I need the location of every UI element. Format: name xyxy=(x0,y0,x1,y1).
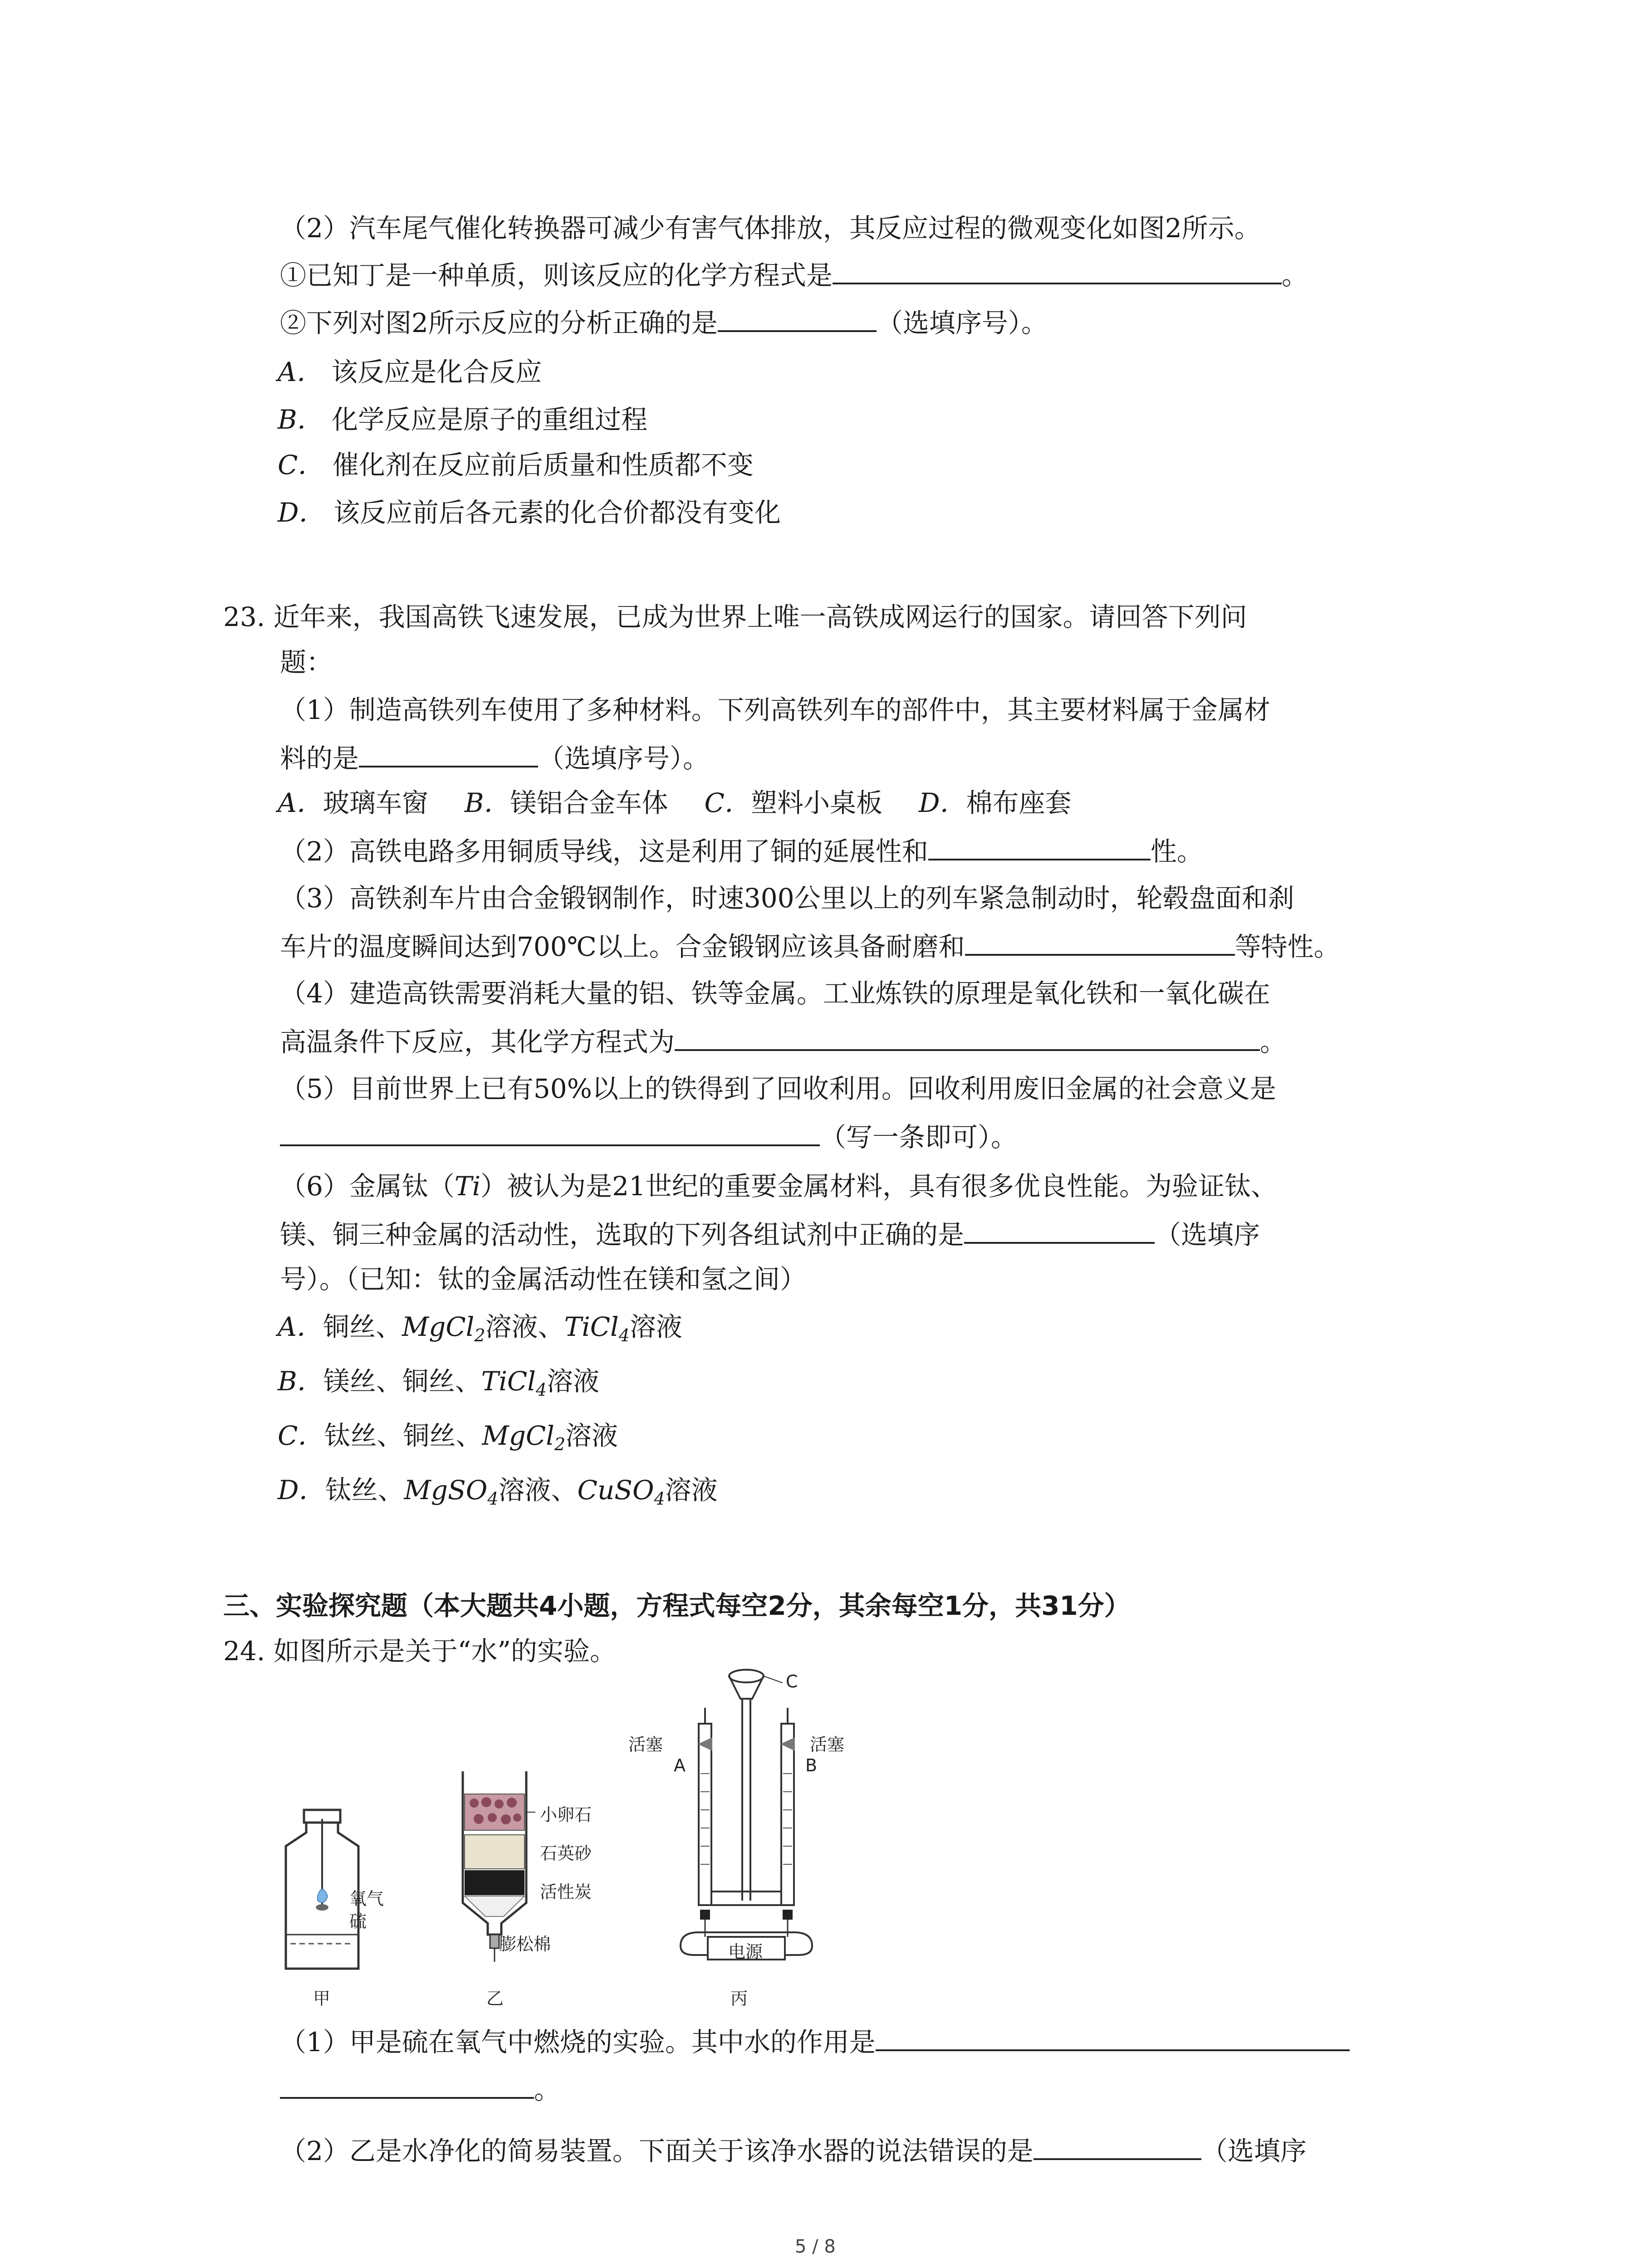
figure-yi-caption: 乙 xyxy=(486,1989,504,2009)
answer-blank[interactable] xyxy=(928,832,1151,860)
figure-bing-caption: 丙 xyxy=(730,1989,748,2009)
figure-jia-caption: 甲 xyxy=(313,1989,331,2009)
q23-part6-option-b: B．镁丝、铜丝、TiCl$_4$溶液 xyxy=(278,1366,600,1400)
q23-intro-line2: 题： xyxy=(280,647,333,678)
q24-part1-line2: 。 xyxy=(280,2071,560,2108)
figure-bing-b-label: B xyxy=(805,1755,818,1775)
q22-option-b: B． 化学反应是原子的重组过程 xyxy=(278,404,648,435)
answer-blank[interactable] xyxy=(833,256,1282,284)
q23-part6-line3: 号）。（已知：钛的金属活动性在镁和氢之间） xyxy=(280,1264,807,1295)
answer-blank[interactable] xyxy=(876,2023,1350,2051)
q23-part2: （2）高铁电路多用铜质导线，这是利用了铜的延展性和 性。 xyxy=(280,832,1203,870)
q23-part6-line2: 镁、铜三种金属的活动性，选取的下列各组试剂中正确的是 （选填序 xyxy=(280,1216,1260,1253)
figure-yi-cotton-label: 膨松棉 xyxy=(499,1934,551,1954)
figure-bing-a-label: A xyxy=(674,1755,686,1775)
q23-part6-option-d: D．钛丝、MgSO$_4$溶液、CuSO$_4$溶液 xyxy=(278,1475,718,1509)
q22-part2-sub1: ①已知丁是一种单质，则该反应的化学方程式是 。 xyxy=(280,256,1308,293)
q22-part2-sub2: ②下列对图2所示反应的分析正确的是 （选填序号）。 xyxy=(280,304,1048,341)
figure-bing-electrolysis xyxy=(653,1665,817,1978)
figure-jia-oxygen-label: 氧气 xyxy=(349,1889,384,1909)
figure-yi-carbon-label: 活性炭 xyxy=(540,1882,592,1902)
q23-part1-line1: （1）制造高铁列车使用了多种材料。下列高铁列车的部件中，其主要材料属于金属材 xyxy=(280,694,1270,725)
q22-option-c: C． 催化剂在反应前后质量和性质都不变 xyxy=(278,450,754,480)
q23-intro-line1: 23. 近年来，我国高铁飞速发展，已成为世界上唯一高铁成网运行的国家。请回答下列问 xyxy=(223,601,1247,632)
figure-jia-sulfur-label: 硫 xyxy=(349,1911,367,1931)
figure-bing-c-label: C xyxy=(786,1672,798,1691)
answer-blank[interactable] xyxy=(964,1216,1155,1244)
q23-part6-option-a: A．铜丝、MgCl$_2$溶液、TiCl$_4$溶液 xyxy=(278,1311,682,1345)
q23-part6-line1: （6）金属钛（Ti）被认为是21世纪的重要金属材料，具有很多优良性能。为验证钛、 xyxy=(280,1171,1277,1202)
figure-bing-valve-right-label: 活塞 xyxy=(810,1735,845,1755)
q22-option-d: D． 该反应前后各元素的化合价都没有变化 xyxy=(278,497,781,528)
answer-blank[interactable] xyxy=(1034,2132,1201,2160)
answer-blank[interactable] xyxy=(718,304,877,332)
answer-blank[interactable] xyxy=(965,928,1235,956)
answer-blank[interactable] xyxy=(280,2071,534,2099)
q23-part6-option-c: C．钛丝、铜丝、MgCl$_2$溶液 xyxy=(278,1420,618,1454)
figure-bing-valve-left-label: 活塞 xyxy=(628,1735,663,1755)
q23-part3-line2: 车片的温度瞬间达到700℃以上。合金锻钢应该具备耐磨和 等特性。 xyxy=(280,928,1340,965)
q23-part5-line1: （5）目前世界上已有50%以上的铁得到了回收利用。回收利用废旧金属的社会意义是 xyxy=(280,1073,1276,1104)
q22-part2-intro: （2）汽车尾气催化转换器可减少有害气体排放，其反应过程的微观变化如图2所示。 xyxy=(280,213,1261,244)
q23-part4-line2: 高温条件下反应，其化学方程式为 。 xyxy=(280,1023,1286,1060)
figure-yi-pebble-label: 小卵石 xyxy=(540,1805,592,1825)
q23-part5-line2: （写一条即可）。 xyxy=(280,1118,1017,1155)
figure-bing-power-label: 电源 xyxy=(728,1942,763,1962)
figure-yi-quartz-label: 石英砂 xyxy=(540,1843,592,1863)
answer-blank[interactable] xyxy=(280,1118,820,1146)
q23-part3-line1: （3）高铁刹车片由合金锻钢制作，时速300公里以上的列车紧急制动时，轮毂盘面和刹 xyxy=(280,883,1294,914)
q24-intro: 24. 如图所示是关于“水”的实验。 xyxy=(223,1636,616,1667)
q23-part1-options: A．玻璃车窗 B．镁铝合金车体 C．塑料小桌板 D．棉布座套 xyxy=(278,787,1072,818)
page-number: 5 / 8 xyxy=(795,2236,836,2257)
answer-blank[interactable] xyxy=(675,1023,1260,1051)
q23-part4-line1: （4）建造高铁需要消耗大量的铝、铁等金属。工业炼铁的原理是氧化铁和一氧化碳在 xyxy=(280,978,1270,1009)
section-heading: 三、实验探究题（本大题共4小题，方程式每空2分，其余每空1分，共31分） xyxy=(223,1590,1131,1621)
q22-option-a: A． 该反应是化合反应 xyxy=(278,357,542,387)
q24-part1-line1: （1）甲是硫在氧气中燃烧的实验。其中水的作用是 xyxy=(280,2023,1350,2060)
q23-part1-line2: 料的是 （选填序号）。 xyxy=(280,739,709,777)
answer-blank[interactable] xyxy=(359,739,538,767)
q24-part2-line1: （2）乙是水净化的简易装置。下面关于该净水器的说法错误的是 （选填序 xyxy=(280,2132,1307,2169)
